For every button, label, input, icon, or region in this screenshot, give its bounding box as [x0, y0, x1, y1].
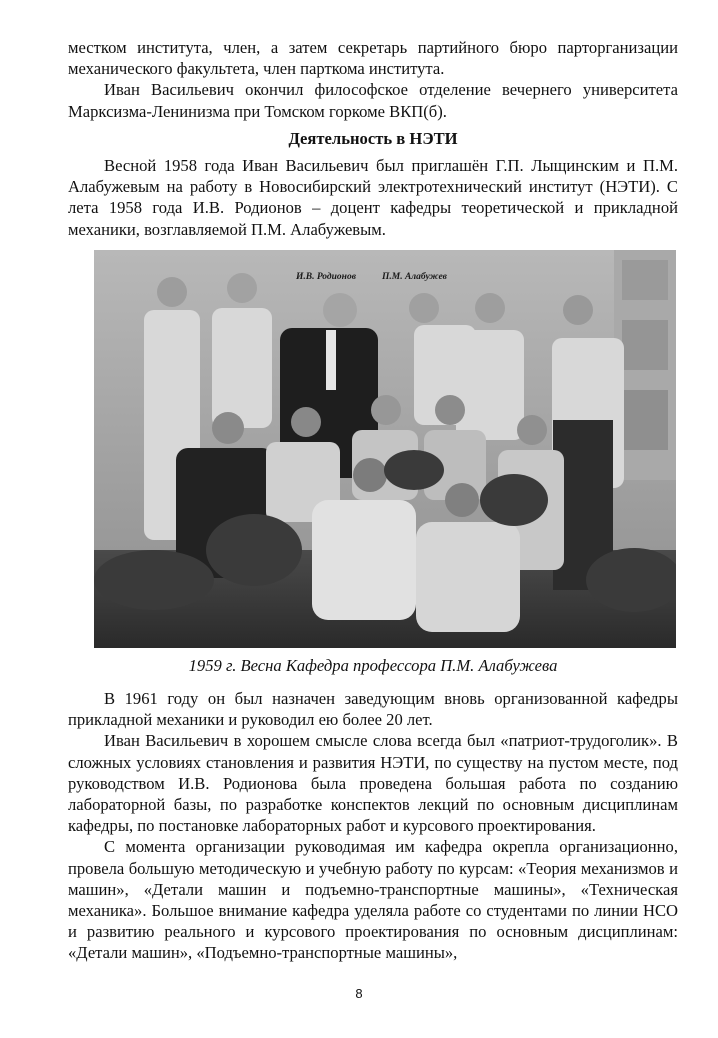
photo-caption: 1959 г. Весна Кафедра профессора П.М. Алабужева: [188, 656, 558, 675]
paragraph-department-work: С момента организации руководимая им кафедра окрепла организационно, провела большую методическую и учебную работу по курсам: «Теория механизмов и машин», «Детали машин и подъемно-транспортные машины», «Техническая механика». Большое внимание кафедра уделяла работе со студентами по линии НСО и развитию реального и курсового проектирования по основным дисциплинам: «Детали машин», «Подъемно-транспортные машины»,: [68, 837, 678, 963]
intro-text-block: [68, 155, 678, 240]
section-heading: Деятельность в НЭТИ: [288, 129, 458, 148]
page-number: 8: [355, 986, 363, 1001]
group-photo: [94, 250, 676, 648]
top-text-block: [68, 37, 678, 122]
body-text-block: [68, 688, 678, 964]
paragraph-intro: Весной 1958 года Иван Васильевич был приглашён Г.П. Лыщинским и П.М. Алабужевым на работу в Новосибирский электротехнический институт (НЭТИ). С лета 1958 года И.В. Родионов – доцент кафедры теоретической и прикладной механики, возглавляемой П.М. Алабужевым.: [68, 156, 678, 239]
paragraph-patriot: Иван Васильевич в хорошем смысле слова всегда был «патриот-трудоголик». В сложных условиях становления и развития НЭТИ, по существу на пустом месте, под руководством И.В. Родионова была проведена большая работа по созданию лабораторной базы, по разработке конспектов лекций по основным дисциплинам кафедры, по постановке лабораторных работ и курсового проектирования.: [68, 731, 678, 836]
paragraph-education: Иван Васильевич окончил философское отделение вечернего университета Марксизма-Ленинизма при Томском горкоме ВКП(б).: [68, 80, 678, 121]
paragraph-appointment: В 1961 году он был назначен заведующим вновь организованной кафедры прикладной механики и руководил ею более 20 лет.: [68, 689, 678, 730]
photo-label-alabuzhev: П.М. Алабужев: [382, 272, 447, 282]
paragraph-continuation: местком института, член, а затем секретарь партийного бюро парторганизации механического факультета, член парткома института.: [68, 38, 678, 79]
group-photo-image: [94, 250, 676, 648]
photo-label-rodionov: И.В. Родионов: [296, 272, 356, 282]
